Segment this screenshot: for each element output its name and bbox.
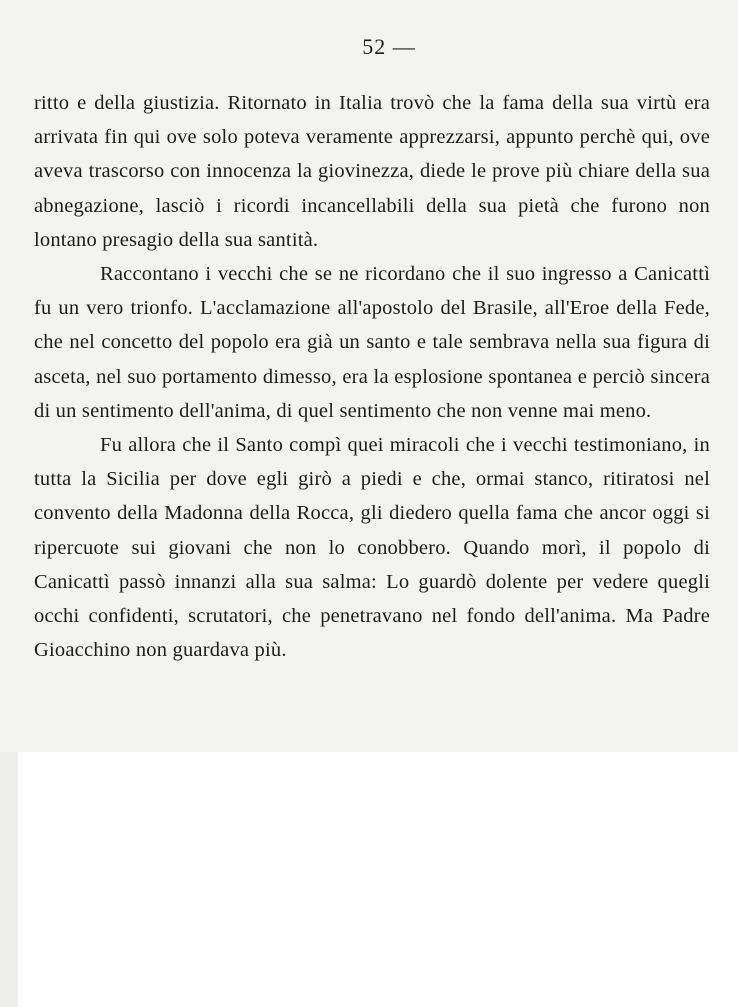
blank-page-area: [18, 752, 738, 1007]
page-number: 52 —: [362, 34, 416, 59]
paragraph-continued: ritto e della giustizia. Ritornato in Italia trovò che la fama della sua virtù era arrivata fin qui ove solo poteva veramente apprezzarsi, appunto perchè qui, ove aveva trascorso con innocenza la giovinezza, diede le prove più chiare della sua abnegazione, lasciò i ricordi incancellabili della sua pietà che furono non lontano presagio della sua santità.: [34, 92, 710, 251]
paragraph: Raccontano i vecchi che se ne ricordano che il suo ingresso a Canicattì fu un vero trionfo. L'acclamazione all'apostolo del Brasile, all'Eroe della Fede, che nel concetto del popolo era già un santo e tale sembrava nella sua figura di asceta, nel suo portamento dimesso, era la esplosione spontanea e perciò sincera di un sentimento dell'anima, di quel sentimento che non venne mai meno.: [34, 263, 710, 422]
scan-margin: [0, 752, 18, 1007]
paragraph: Fu allora che il Santo compì quei miracoli che i vecchi testimoniano, in tutta la Sicilia per dove egli girò a piedi e che, ormai stanco, ritiratosi nel convento della Madonna della Rocca, gli diedero quella fama che ancor oggi si ripercuote sui giovani che non lo conobbero. Quando morì, il popolo di Canicattì passò innanzi alla sua salma: Lo guardò dolente per vedere quegli occhi confidenti, scrutatori, che penetravano nel fondo dell'anima. Ma Padre Gioacchino non guardava più.: [34, 434, 710, 662]
body-text: [34, 86, 710, 667]
